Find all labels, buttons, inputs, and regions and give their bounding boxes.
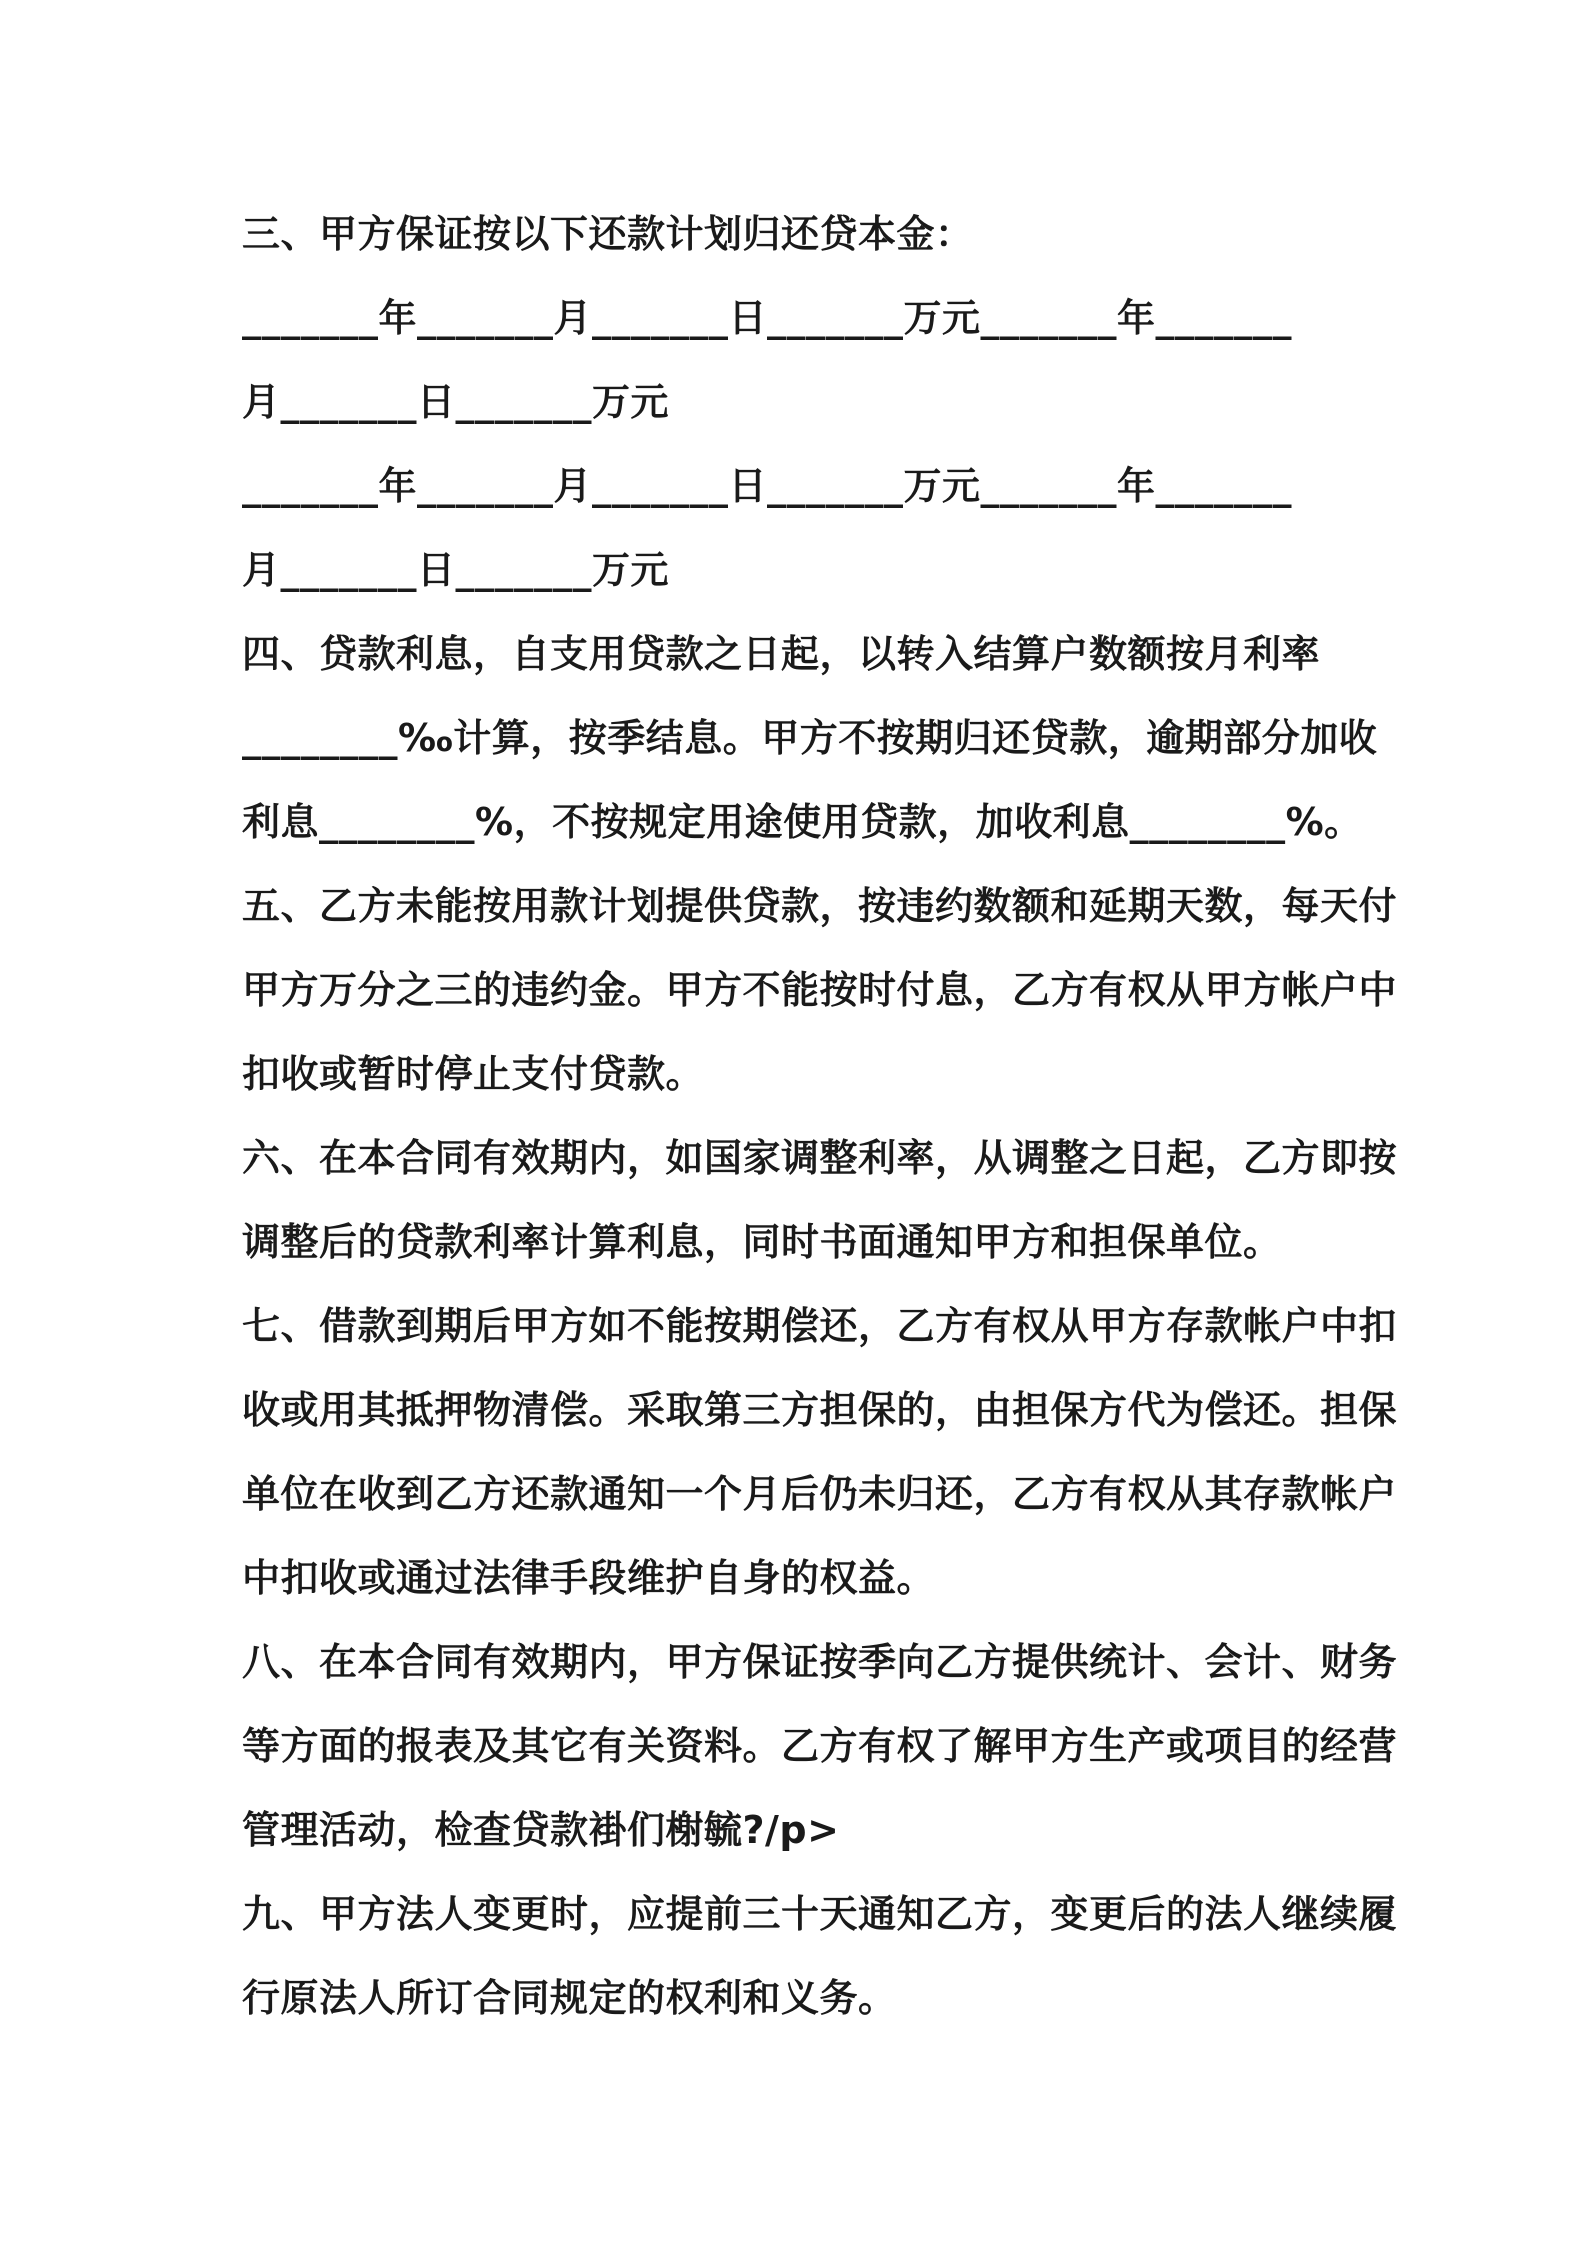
clause-4-line: ________‰计算，按季结息。甲方不按期归还贷款，逾期部分加收 (242, 716, 1378, 760)
clause-7-line: 七、借款到期后甲方如不能按期偿还，乙方有权从甲方存款帐户中扣 (242, 1304, 1398, 1348)
document-body (242, 192, 1398, 2040)
clause-7-line: 中扣收或通过法律手段维护自身的权益。 (242, 1556, 936, 1600)
clause-7-line: 收或用其抵押物清偿。采取第三方担保的，由担保方代为偿还。担保 (242, 1388, 1398, 1432)
clause-8-line: 八、在本合同有效期内，甲方保证按季向乙方提供统计、会计、财务 (242, 1640, 1398, 1684)
clause-9-line: 行原法人所订合同规定的权利和义务。 (242, 1976, 897, 2020)
clause-6-line: 调整后的贷款利率计算利息，同时书面通知甲方和担保单位。 (242, 1220, 1282, 1264)
clause-9-line: 九、甲方法人变更时，应提前三十天通知乙方，变更后的法人继续履 (242, 1892, 1398, 1936)
clause-5-line: 五、乙方未能按用款计划提供贷款，按违约数额和延期天数，每天付 (242, 884, 1398, 928)
clause-5-line: 扣收或暂时停止支付贷款。 (242, 1052, 705, 1096)
clause-3-heading: 三、甲方保证按以下还款计划归还贷本金： (242, 212, 974, 256)
repayment-schedule-line: 月_______日_______万元 (242, 380, 670, 424)
repayment-schedule-line: _______年_______月_______日_______万元_______年_______ (242, 296, 1293, 340)
clause-4-line: 四、贷款利息，自支用贷款之日起，以转入结算户数额按月利率 (242, 632, 1321, 676)
clause-7-line: 单位在收到乙方还款通知一个月后仍未归还，乙方有权从其存款帐户 (242, 1472, 1398, 1516)
clause-5-line: 甲方万分之三的违约金。甲方不能按时付息，乙方有权从甲方帐户中 (242, 968, 1398, 1012)
clause-8-line: 管理活动，检查贷款褂们榭毓?/p> (242, 1808, 840, 1852)
clause-6-line: 六、在本合同有效期内，如国家调整利率，从调整之日起，乙方即按 (242, 1136, 1398, 1180)
clause-8-line: 等方面的报表及其它有关资料。乙方有权了解甲方生产或项目的经营 (242, 1724, 1398, 1768)
clause-4-line: 利息________%，不按规定用途使用贷款，加收利息________%。 (242, 800, 1363, 844)
repayment-schedule-line: 月_______日_______万元 (242, 548, 670, 592)
repayment-schedule-line: _______年_______月_______日_______万元_______年_______ (242, 464, 1293, 508)
